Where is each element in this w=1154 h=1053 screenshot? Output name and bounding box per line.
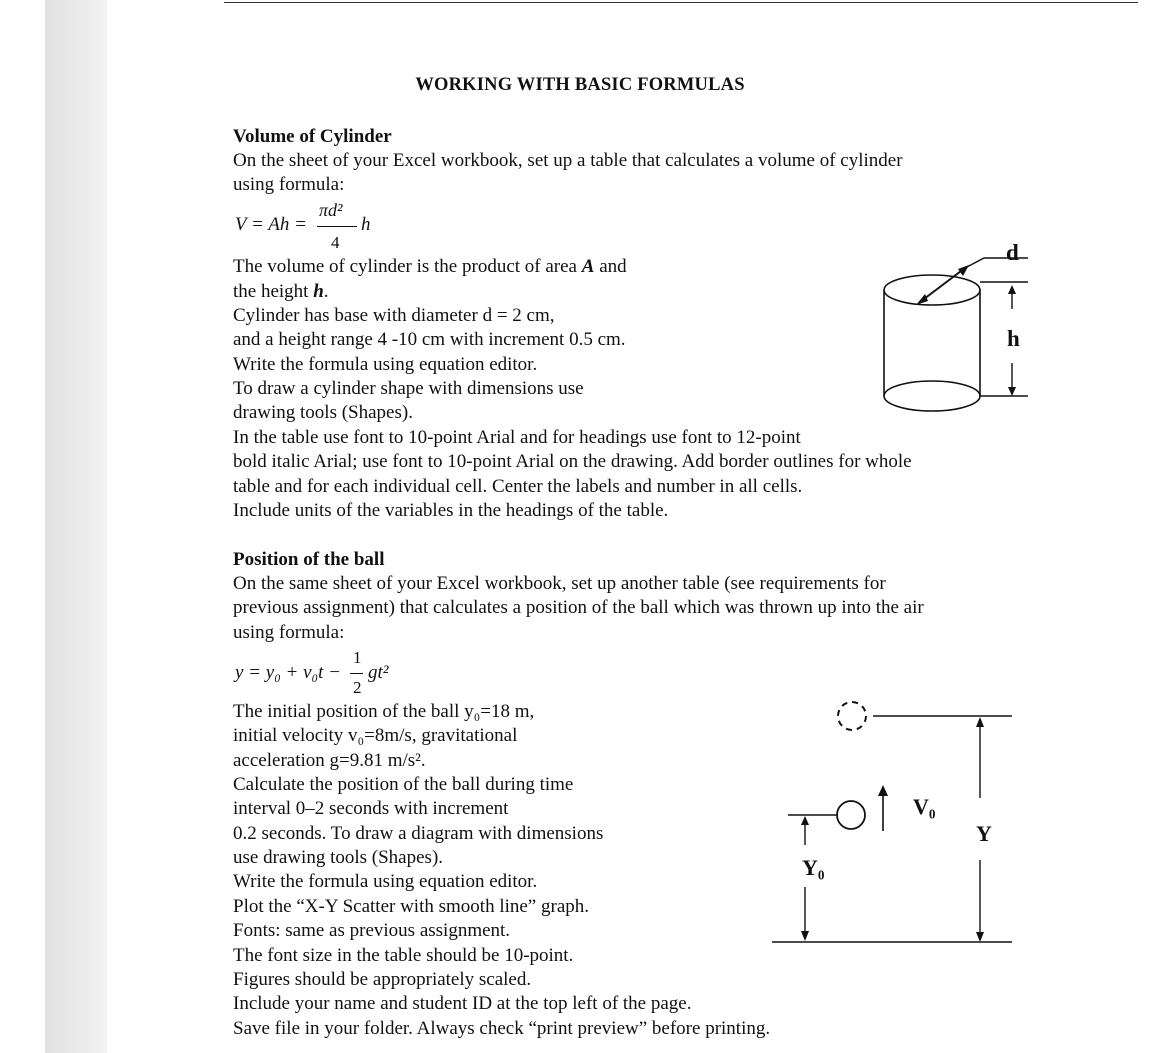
cylinder-diagram xyxy=(870,235,1050,415)
formula-lhs: V = Ah = xyxy=(235,214,307,235)
ball-diagram xyxy=(760,690,1020,950)
cylinder-para-a: The volume of cylinder is the product of area A and xyxy=(233,256,627,277)
ball-heading: Position of the ball xyxy=(233,549,385,570)
formula-numerator: πd² xyxy=(319,200,343,220)
cylinder-intro-2: using formula: xyxy=(233,174,345,195)
ball-intro-2: previous assignment) that calculates a position of the ball which was thrown up into the air xyxy=(233,597,924,618)
initial-position-label: Y₀ xyxy=(802,855,825,880)
ball-line: interval 0–2 seconds with increment xyxy=(233,798,509,819)
ball-line: The initial position of the ball y₀=18 m, xyxy=(233,701,535,722)
cylinder-line: To draw a cylinder shape with dimensions use xyxy=(233,378,584,399)
previous-table-border xyxy=(224,0,1138,3)
height-label: h xyxy=(1007,326,1020,351)
formula-tail: h xyxy=(361,214,371,235)
cylinder-line: table and for each individual cell. Center the labels and number in all cells. xyxy=(233,476,803,497)
ball-line: Plot the “X-Y Scatter with smooth line” graph. xyxy=(233,896,589,917)
ball-formula xyxy=(235,648,435,704)
cylinder-line: Cylinder has base with diameter d = 2 cm, xyxy=(233,305,555,326)
ball-intro-3: using formula: xyxy=(233,622,345,643)
viewer-sidebar xyxy=(45,0,107,1053)
formula-denominator: 2 xyxy=(353,678,362,697)
cylinder-intro-1: On the sheet of your Excel workbook, set up a table that calculates a volume of cylinder xyxy=(233,150,903,171)
formula-tail: gt² xyxy=(368,662,389,683)
cylinder-line: In the table use font to 10-point Arial and for headings use font to 12-point xyxy=(233,427,801,448)
cylinder-line: Write the formula using equation editor. xyxy=(233,354,538,375)
formula-numerator: 1 xyxy=(353,648,362,667)
ball-line: Fonts: same as previous assignment. xyxy=(233,920,511,941)
formula-lhs: y = y₀ + v₀t − xyxy=(235,662,342,683)
ball-line: acceleration g=9.81 m/s². xyxy=(233,750,426,771)
page-title: WORKING WITH BASIC FORMULAS xyxy=(415,75,745,95)
ball-line: Include your name and student ID at the top left of the page. xyxy=(233,993,692,1014)
ball-line: Figures should be appropriately scaled. xyxy=(233,969,532,990)
ball-line: Calculate the position of the ball during time xyxy=(233,774,574,795)
cylinder-para-b: the height h. xyxy=(233,281,329,302)
position-label: Y xyxy=(976,821,992,846)
ball-line: 0.2 seconds. To draw a diagram with dimensions xyxy=(233,823,604,844)
formula-denominator: 4 xyxy=(331,233,340,252)
cylinder-heading: Volume of Cylinder xyxy=(233,126,392,147)
cylinder-line: Include units of the variables in the headings of the table. xyxy=(233,500,669,521)
ball-line: initial velocity v₀=8m/s, gravitational xyxy=(233,725,518,746)
cylinder-line: drawing tools (Shapes). xyxy=(233,402,413,423)
cylinder-formula xyxy=(233,200,393,256)
ball-line: The font size in the table should be 10-point. xyxy=(233,945,574,966)
fraction-bar xyxy=(317,226,357,227)
left-margin xyxy=(0,0,45,1053)
cylinder-line: and a height range 4 -10 cm with increment 0.5 cm. xyxy=(233,329,626,350)
diameter-label: d xyxy=(1006,240,1019,265)
ball-intro-1: On the same sheet of your Excel workbook, set up another table (see requirements for xyxy=(233,573,886,594)
ball-line: use drawing tools (Shapes). xyxy=(233,847,444,868)
velocity-label: V₀ xyxy=(913,794,936,819)
fraction-bar xyxy=(350,673,363,674)
ball-line: Save file in your folder. Always check “print preview” before printing. xyxy=(233,1018,771,1039)
ball-line: Write the formula using equation editor. xyxy=(233,871,538,892)
cylinder-line: bold italic Arial; use font to 10-point Arial on the drawing. Add border outlines for whole xyxy=(233,451,912,472)
